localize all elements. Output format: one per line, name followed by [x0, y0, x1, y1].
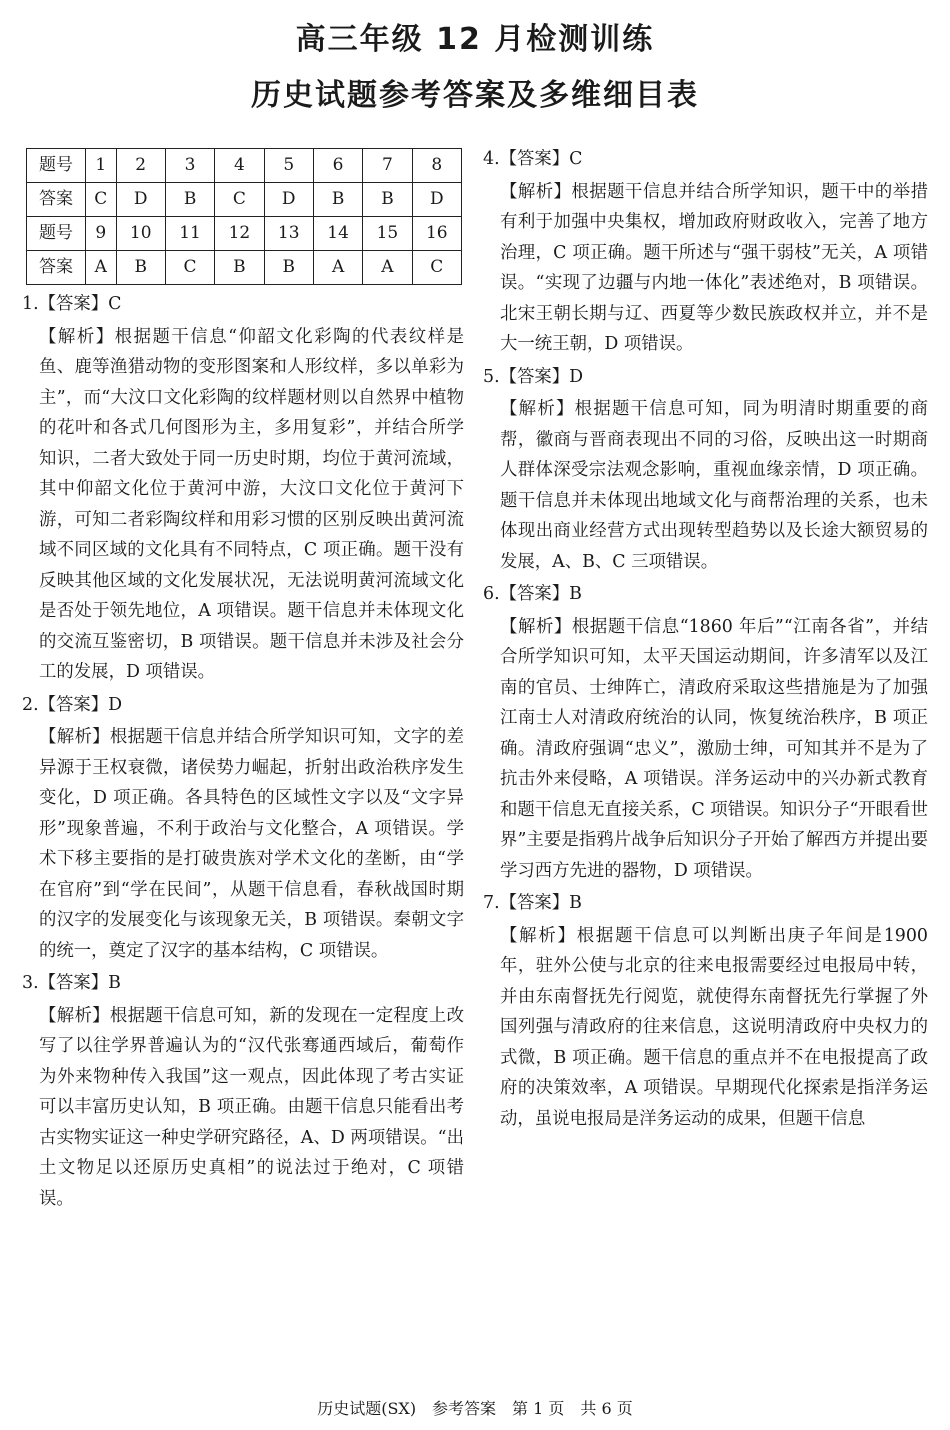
table-cell: 3: [165, 149, 214, 183]
table-cell: C: [165, 251, 214, 285]
question-4: [483, 144, 928, 360]
table-cell: D: [412, 183, 461, 217]
page-footer: 历史试题(SX) 参考答案 第 1 页 共 6 页: [317, 1399, 633, 1418]
left-column: [22, 148, 464, 1214]
page-title: 高三年级 12 月检测训练: [295, 22, 655, 57]
explanation-text: 【解析】根据题干信息可以判断出庚子年间是1900 年，驻外公使与北京的往来电报需要经过电报局中转，并由东南督抚先行阅览，就使得东南督抚先行掌握了外国列强与清政府的往来信息，这说明清政府中央权力的式微，B 项正确。题干信息的重点并不在电报提高了政府的决策效率，A 项错误。早期现代化探索是指洋务运动，虽说电报局是洋务运动的成果，但题干信息: [500, 925, 928, 1129]
table-cell: 1: [86, 149, 117, 183]
answer-heading: 1.【答案】C: [22, 294, 122, 314]
table-cell: 8: [412, 149, 461, 183]
explanation-text: 【解析】根据题干信息并结合所学知识可知，文字的差异源于王权衰微，诸侯势力崛起，折射出政治秩序发生变化，D 项正确。各具特色的区域性文字以及“文字异形”现象普遍，不利于政治与文化整合，A 项错误。学术下移主要指的是打破贵族对学术文化的垄断，由“学在官府”到“学在民间”，从题干信息看，春秋战国时期的汉字的发展变化与该现象无关，B 项错误。秦朝文字的统一，奠定了汉字的基本结构，C 项错误。: [39, 727, 464, 961]
table-row: [27, 251, 462, 285]
table-cell: C: [215, 183, 264, 217]
table-cell: D: [116, 183, 165, 217]
table-cell: D: [264, 183, 313, 217]
table-cell: 16: [412, 217, 461, 251]
page-subtitle: 历史试题参考答案及多维细目表: [251, 78, 699, 113]
question-7: [483, 888, 928, 1134]
table-row: [27, 183, 462, 217]
table-cell: 4: [215, 149, 264, 183]
table-cell: C: [86, 183, 117, 217]
table-cell: B: [264, 251, 313, 285]
question-3: [22, 968, 464, 1214]
table-row: [27, 149, 462, 183]
answer-table: [26, 148, 462, 285]
answer-heading: 7.【答案】B: [483, 893, 582, 913]
table-cell: A: [86, 251, 117, 285]
table-cell: 6: [313, 149, 362, 183]
table-cell: 9: [86, 217, 117, 251]
table-cell: 12: [215, 217, 264, 251]
answer-heading: 2.【答案】D: [22, 694, 123, 715]
question-5: [483, 362, 928, 578]
row-label: 题号: [27, 149, 86, 183]
table-cell: B: [116, 251, 165, 285]
table-cell: 13: [264, 217, 313, 251]
right-column: [483, 142, 928, 1134]
table-cell: 15: [363, 217, 412, 251]
table-cell: B: [313, 183, 362, 217]
row-label: 题号: [27, 217, 86, 251]
table-cell: A: [363, 251, 412, 285]
table-row: [27, 217, 462, 251]
table-cell: 10: [116, 217, 165, 251]
explanation-text: 【解析】根据题干信息“1860 年后”“江南各省”，并结合所学知识可知，太平天国运动期间，许多清军以及江南的官员、士绅阵亡，清政府采取这些措施是为了加强江南士人对清政府统治的认同，恢复统治秩序，B 项正确。清政府强调“忠义”，激励士绅，可知其并不是为了抗击外来侵略，A 项错误。洋务运动中的兴办新式教育和题干信息无直接关系，C 项错误。知识分子“开眼看世界”主要是指鸦片战争后知识分子开始了解西方并提出要学习西方先进的器物，D 项错误。: [500, 616, 928, 881]
table-cell: B: [363, 183, 412, 217]
question-6: [483, 579, 928, 886]
answer-heading: 4.【答案】C: [483, 149, 583, 169]
answer-heading: 6.【答案】B: [483, 584, 582, 604]
table-cell: 7: [363, 149, 412, 183]
table-cell: C: [412, 251, 461, 285]
explanation-text: 【解析】根据题干信息并结合所学知识，题干中的举措有利于加强中央集权，增加政府财政收入，完善了地方治理，C 项正确。题干所述与“强干弱枝”无关，A 项错误。“实现了边疆与内地一体化”表述绝对，B 项错误。北宋王朝长期与辽、西夏等少数民族政权并立，并不是大一统王朝，D 项错误。: [500, 181, 928, 354]
table-cell: B: [215, 251, 264, 285]
question-2: [22, 690, 464, 967]
table-cell: 11: [165, 217, 214, 251]
row-label: 答案: [27, 251, 86, 285]
table-cell: 2: [116, 149, 165, 183]
table-cell: 14: [313, 217, 362, 251]
explanation-text: 【解析】根据题干信息“仰韶文化彩陶的代表纹样是鱼、鹿等渔猎动物的变形图案和人形纹样，多以单彩为主”，而“大汶口文化彩陶的纹样题材则以自然界中植物的花叶和各式几何图形为主，多用复彩”，并结合所学知识，二者大致处于同一历史时期，均位于黄河流域，其中仰韶文化位于黄河中游，大汶口文化位于黄河下游，可知二者彩陶纹样和用彩习惯的区别反映出黄河流域不同区域的文化具有不同特点，C 项正确。题干没有反映其他区域的文化发展状况，无法说明黄河流域文化是否处于领先地位，A 项错误。题干信息并未体现文化的交流互鉴密切，B 项错误。题干信息并未涉及社会分工的发展，D 项错误。: [39, 326, 464, 682]
answer-heading: 3.【答案】B: [22, 973, 121, 993]
question-1: [22, 289, 464, 688]
table-cell: 5: [264, 149, 313, 183]
explanation-text: 【解析】根据题干信息可知，同为明清时期重要的商帮，徽商与晋商表现出不同的习俗，反映出这一时期商人群体深受宗法观念影响，重视血缘亲情，D 项正确。题干信息并未体现出地域文化与商帮治理的关系，也未体现出商业经营方式出现转型趋势以及长途大额贸易的发展，A、B、C 三项错误。: [500, 399, 928, 572]
table-cell: A: [313, 251, 362, 285]
row-label: 答案: [27, 183, 86, 217]
table-cell: B: [165, 183, 214, 217]
explanation-text: 【解析】根据题干信息可知，新的发现在一定程度上改写了以往学界普遍认为的“汉代张骞通西域后，葡萄作为外来物种传入我国”这一观点，因此体现了考古实证可以丰富历史认知，B 项正确。由题干信息只能看出考古实物实证这一种史学研究路径，A、D 两项错误。“出土文物足以还原历史真相”的说法过于绝对，C 项错误。: [39, 1005, 464, 1209]
answer-heading: 5.【答案】D: [483, 366, 584, 387]
